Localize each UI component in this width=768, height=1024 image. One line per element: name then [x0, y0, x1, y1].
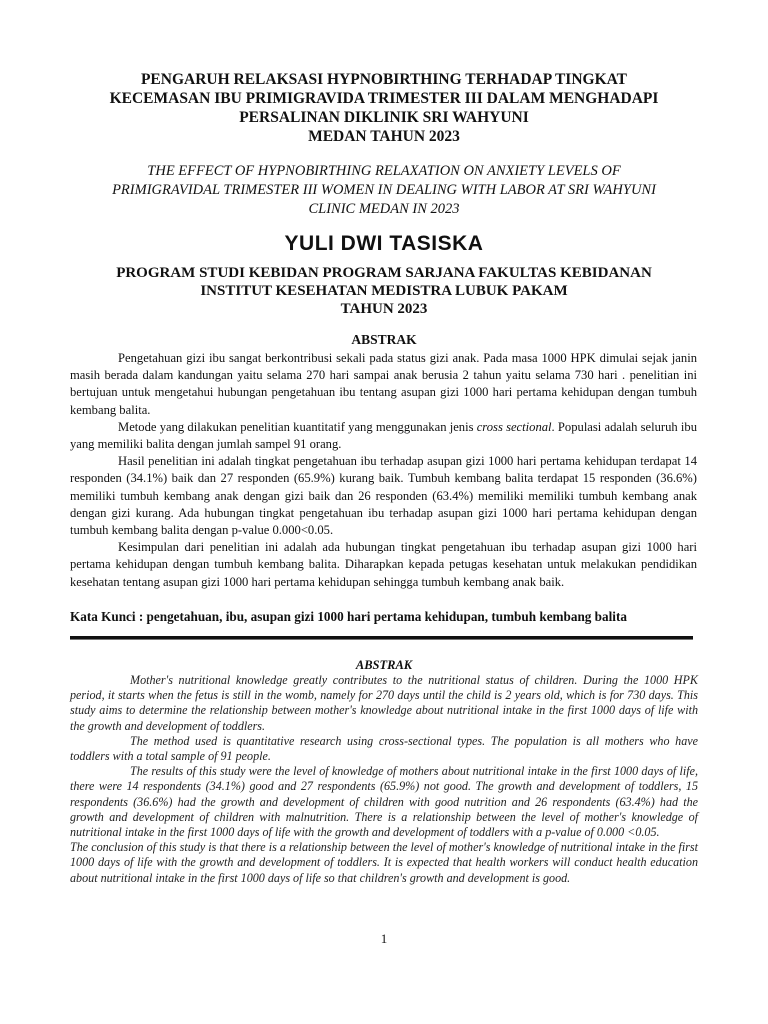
affiliation-line: INSTITUT KESEHATAN MEDISTRA LUBUK PAKAM [200, 283, 568, 299]
text-span: . Populasi adalah seluruh ibu yang memiliki balita dengan jumlah sampel 91 orang. [70, 419, 697, 452]
abstract-id-paragraph: Kesimpulan dari penelitian ini adalah ada hubungan tingkat pengetahuan ibu terhadap asupan gizi 1000 hari pertama kehidupan dengan tumbuh kembang balita. Diharapkan kepada petugas kesehatan untuk melakukan pendidikan kesehatan tentang asupan gizi 1000 hari pertama kehidupan sehingga tumbuh kembang anak baik. [70, 540, 697, 589]
title-en-line: CLINIC MEDAN IN 2023 [308, 201, 460, 217]
title-id-line: PENGARUH RELAKSASI HYPNOBIRTHING TERHADAP TINGKAT [140, 71, 628, 88]
section-divider [70, 636, 693, 640]
abstract-en-paragraph: The method used is quantitative research using cross-sectional types. The population is all mothers who have toddlers with a total sample of 91 people. [70, 733, 698, 764]
author-name: YULI DWI TASISKA [284, 232, 484, 255]
page-number: 1 [380, 931, 388, 946]
affiliation [60, 264, 708, 318]
affiliation-line: PROGRAM STUDI KEBIDAN PROGRAM SARJANA FAKULTAS KEBIDANAN [116, 265, 652, 281]
abstract-en-paragraph: The results of this study were the level of knowledge of mothers about nutritional intake in the first 1000 days of life, there were 14 respondents (34.1%) good and 27 respondents (65.9%) not good. The growth and development of toddlers, 15 respondents (36.6%) had the growth and development of children with good nutrition and 26 respondents (63.4%) had the growth and development of children with malnutrition. There is a relationship between the level of mother's knowledge of nutritional intake in the first 1000 days of life with the growth and development of toddlers with a p-value of 0.000 <0.05. [70, 764, 698, 840]
title-english [60, 162, 708, 219]
title-en-line: THE EFFECT OF HYPNOBIRTHING RELAXATION ON ANXIETY LEVELS OF [147, 163, 621, 179]
abstract-en-heading: ABSTRAK [355, 658, 413, 672]
title-id-line: PERSALINAN DIKLINIK SRI WAHYUNI [239, 109, 529, 126]
abstract-id-heading: ABSTRAK [351, 332, 417, 347]
abstract-id-paragraph [70, 419, 697, 453]
abstract-en-paragraph: Mother's nutritional knowledge greatly contributes to the nutritional status of children. During the 1000 HPK period, it starts when the fetus is still in the womb, namely for 270 days until the child is 2 years old, which is for 730 days. This study aims to determine the relationship between mother's knowledge about nutritional intake in the first 1000 days of life with the growth and development of toddlers. [70, 673, 698, 733]
title-id-line: KECEMASAN IBU PRIMIGRAVIDA TRIMESTER III DALAM MENGHADAPI [109, 90, 659, 107]
italic-term: cross sectional [476, 419, 552, 434]
title-id-line: MEDAN TAHUN 2023 [308, 128, 460, 145]
title-indonesian [60, 70, 708, 146]
abstract-id-paragraph: Pengetahuan gizi ibu sangat berkontribusi sekali pada status gizi anak. Pada masa 1000 HPK dimulai sejak janin masih berada dalam kandungan yaitu selama 270 hari sampai anak berusia 2 tahun yaitu selama 730 hari . penelitian ini bertujuan untuk mengetahui hubungan pengetahuan ibu tentang asupan gizi 1000 hari pertama kehidupan dengan tumbuh kembang balita. [70, 351, 697, 417]
abstract-en-paragraph: The conclusion of this study is that there is a relationship between the level of mother's knowledge of nutritional intake in the first 1000 days of life with the growth and development of toddlers. It is expected that health workers will conduct health education about nutritional intake in the first 1000 days of life so that children's growth and development is good. [70, 840, 698, 885]
text-span: Metode yang dilakukan penelitian kuantitatif yang menggunakan jenis [118, 419, 477, 434]
title-en-line: PRIMIGRAVIDAL TRIMESTER III WOMEN IN DEALING WITH LABOR AT SRI WAHYUNI [112, 182, 656, 198]
abstract-id-paragraph: Hasil penelitian ini adalah tingkat pengetahuan ibu terhadap asupan gizi 1000 hari pertama kehidupan terdapat 14 responden (34.1%) baik dan 27 responden (65.9%) kurang baik. Tumbuh kembang balita terdapat 15 responden (36.6%) memiliki tumbuh kembang anak dengan gizi baik dan 26 responden (63.4%) memiliki memiliki tumbuh kembang anak dengan gizi kurang. Ada hubungan tingkat pengetahuan ibu terhadap asupan gizi 1000 hari pertama kehidupan dengan tumbuh kembang balita dengan p-value 0.000<0.05. [70, 454, 697, 538]
keywords: Kata Kunci : pengetahuan, ibu, asupan gizi 1000 hari pertama kehidupan, tumbuh kembang balita [70, 609, 627, 624]
abstract-english [70, 673, 698, 886]
abstract-indonesian [70, 350, 697, 591]
affiliation-line: TAHUN 2023 [340, 301, 428, 317]
